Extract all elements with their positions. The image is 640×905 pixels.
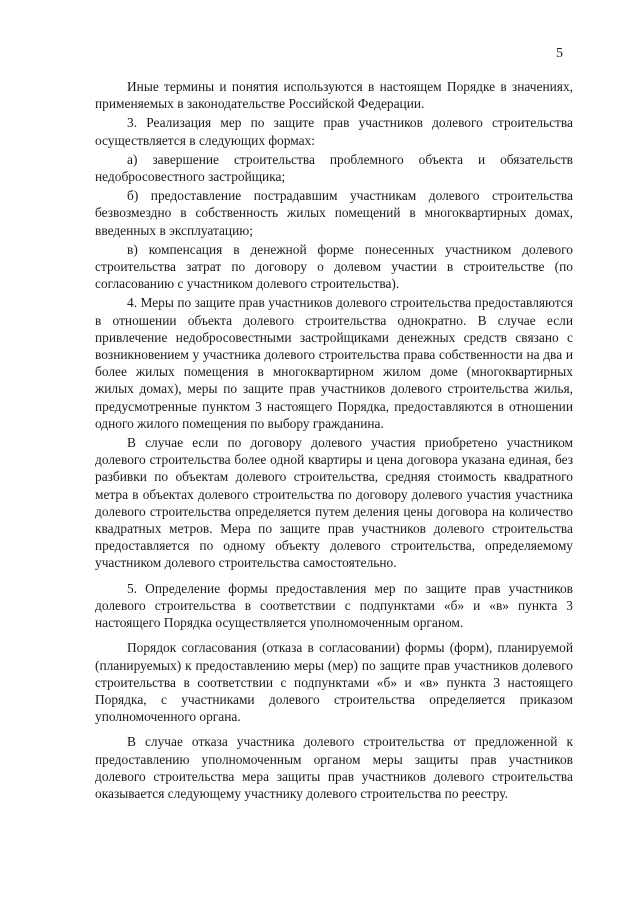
paragraph-5-approval-procedure: Порядок согласования (отказа в согласовании) формы (форм), планируемой (планируемых) к предоставлению меры (мер) по защите прав участников долевого строительства в соответствии с подпунктами «б» и «в» пункта 3 настоящего Порядка, с участниками долевого строительства определяется приказом уполномоченного органа. — [95, 640, 573, 725]
document-body — [95, 78, 573, 810]
paragraph-terms: Иные термины и понятия используются в настоящем Порядке в значениях, применяемых в законодательстве Российской Федерации. — [95, 79, 573, 112]
paragraph-3: 3. Реализация мер по защите прав участников долевого строительства осуществляется в следующих формах: — [95, 115, 573, 148]
page-number: 5 — [556, 46, 563, 61]
paragraph-3b: б) предоставление пострадавшим участникам долевого строительства безвозмездно в собственность жилых помещений в многоквартирных домах, введенных в эксплуатацию; — [95, 188, 573, 238]
paragraph-4: 4. Меры по защите прав участников долевого строительства предоставляются в отношении объекта долевого строительства однократно. В случае если привлечение недобросовестными застройщиками денежных средств связано с возникновением у участника долевого строительства права собственности на два и более жилых помещения в многоквартирном жилом доме (многоквартирных жилых домах), меры по защите прав участников долевого строительства жилья, предусмотренные пунктом 3 настоящего Порядка, предоставляются в отношении одного жилого помещения по выбору гражданина. — [95, 295, 573, 431]
paragraph-4-multiple-apartments: В случае если по договору долевого участия приобретено участником долевого строительства более одной квартиры и цена договора указана единая, без разбивки по объектам долевого строительства, средняя стоимость квадратного метра в объектах долевого строительства по договору долевого участия участника долевого строительства определяется путем деления цены договора на количество квадратных метров. Мера по защите прав участников долевого строительства предоставляется по одному объекту долевого строительства, определяемому участником долевого строительства самостоятельно. — [95, 435, 573, 571]
paragraph-5: 5. Определение формы предоставления мер по защите прав участников долевого строительства в соответствии с подпунктами «б» и «в» пункта 3 настоящего Порядка осуществляется уполномоченным органом. — [95, 580, 573, 631]
paragraph-5-refusal: В случае отказа участника долевого строительства от предложенной к предоставлению уполномоченным органом меры защиты прав участников долевого строительства мера защиты прав участников долевого строительства оказывается следующему участнику долевого строительства по реестру. — [95, 734, 573, 801]
paragraph-3v: в) компенсация в денежной форме понесенных участником долевого строительства затрат по договору о долевом участии в строительстве (по согласованию с участником долевого строительства). — [95, 241, 573, 292]
paragraph-3a: а) завершение строительства проблемного объекта и обязательств недобросовестного застройщика; — [95, 151, 573, 185]
